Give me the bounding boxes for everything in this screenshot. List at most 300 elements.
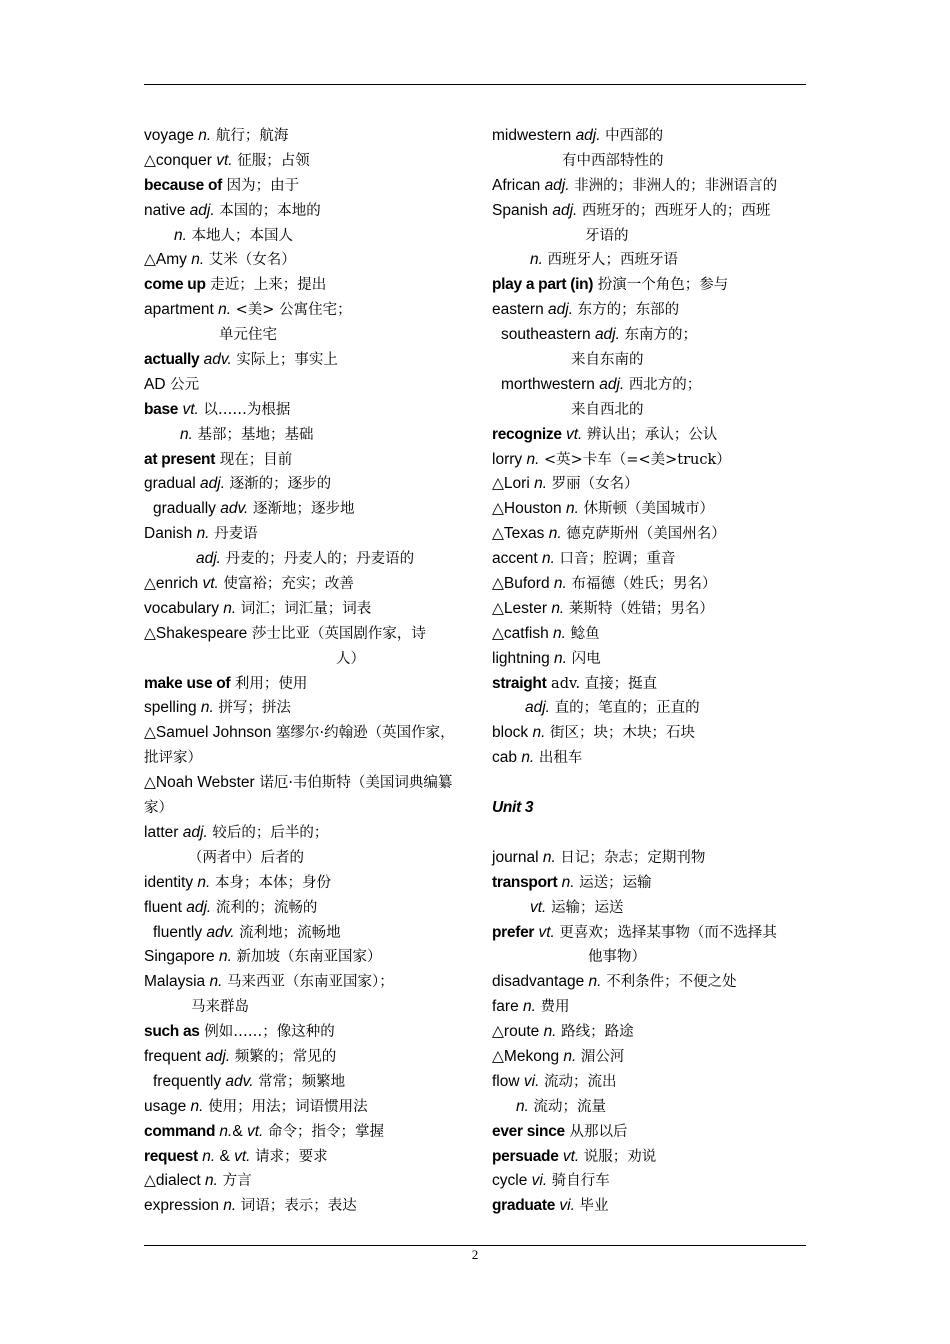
definition: 流利地；流畅地 bbox=[234, 924, 341, 941]
headword: request bbox=[144, 1147, 198, 1165]
blank-line bbox=[492, 771, 810, 796]
vocab-entry bbox=[144, 1145, 464, 1170]
vocab-entry bbox=[144, 224, 464, 249]
vocab-entry bbox=[144, 696, 464, 721]
part-of-speech: n. bbox=[532, 724, 546, 742]
headword: △Texas bbox=[492, 525, 549, 543]
definition: 单元住宅 bbox=[219, 327, 277, 344]
headword: △catfish bbox=[492, 624, 554, 642]
vocab-entry bbox=[144, 398, 464, 423]
definition: 基部；基地；基础 bbox=[192, 426, 314, 443]
vocab-entry bbox=[492, 472, 810, 497]
part-of-speech: adj. bbox=[575, 127, 601, 144]
headword: lightning bbox=[492, 649, 555, 667]
headword: recognize bbox=[492, 425, 562, 443]
definition: 从那以后 bbox=[564, 1123, 628, 1140]
headword: prefer bbox=[492, 923, 535, 941]
vocab-entry bbox=[492, 149, 810, 174]
headword: △conquer bbox=[144, 151, 217, 169]
part-of-speech: n. bbox=[553, 575, 567, 593]
definition: 莱斯特（姓错；男名） bbox=[564, 600, 714, 617]
vocab-entry bbox=[144, 323, 464, 348]
definition: 直的；笔直的；正直的 bbox=[550, 700, 700, 717]
part-of-speech: n. bbox=[548, 525, 562, 543]
vocab-entry bbox=[492, 995, 810, 1020]
vocab-entry bbox=[492, 1095, 810, 1120]
part-of-speech: vt. bbox=[558, 1147, 580, 1165]
vocab-entry bbox=[144, 547, 464, 572]
vocab-entry bbox=[144, 497, 464, 522]
part-of-speech: vt. bbox=[534, 923, 555, 941]
vocab-entry bbox=[492, 199, 810, 224]
definition: 非洲的；非洲人的；非洲语言的 bbox=[569, 177, 778, 194]
definition: 布福德（姓氏；男名） bbox=[566, 576, 717, 593]
headword: identity bbox=[144, 873, 198, 891]
part-of-speech: n. bbox=[190, 1097, 204, 1115]
definition: 街区；块；木块；石块 bbox=[545, 725, 696, 742]
headword: △Buford bbox=[492, 575, 554, 593]
vocab-entry bbox=[492, 298, 810, 323]
part-of-speech: n. bbox=[534, 475, 548, 493]
part-of-speech: n. bbox=[553, 624, 566, 642]
part-of-speech: n. bbox=[563, 1047, 577, 1065]
headword: ever since bbox=[492, 1122, 565, 1140]
headword: morthwestern bbox=[501, 375, 600, 393]
vocab-entry bbox=[492, 696, 810, 721]
part-of-speech: adj. bbox=[544, 176, 570, 194]
headword: Malaysia bbox=[144, 973, 210, 991]
part-of-speech: adv. bbox=[199, 351, 232, 369]
part-of-speech: adj. bbox=[548, 301, 574, 319]
headword: △enrich bbox=[144, 575, 203, 593]
vocab-entry bbox=[492, 1169, 810, 1194]
part-of-speech: vi. bbox=[555, 1197, 575, 1215]
vocab-entry bbox=[492, 846, 810, 871]
vocab-entry bbox=[492, 124, 810, 149]
definition: 较后的；后半的； bbox=[207, 825, 329, 841]
headword: △Shakespeare bbox=[144, 624, 248, 642]
part-of-speech: n. bbox=[523, 998, 536, 1016]
definition: 本国的；本地的 bbox=[214, 202, 321, 219]
vocab-entry bbox=[144, 970, 464, 995]
vocab-entry bbox=[144, 597, 464, 622]
page-number: 2 bbox=[471, 1247, 479, 1262]
headword: frequent bbox=[144, 1048, 206, 1066]
definition: 更喜欢；选择某事物（而不选择其 bbox=[554, 924, 777, 941]
part-of-speech: n. bbox=[521, 749, 535, 767]
headword: play a part (in) bbox=[492, 276, 594, 294]
part-of-speech: vt. bbox=[561, 425, 583, 443]
headword: eastern bbox=[492, 301, 549, 319]
footer-rule bbox=[144, 1245, 806, 1246]
vocab-entry bbox=[144, 149, 464, 174]
vocab-entry bbox=[144, 348, 464, 373]
vocab-entry bbox=[144, 199, 464, 224]
definition: 毕业 bbox=[574, 1198, 609, 1215]
vocab-entry bbox=[144, 945, 464, 970]
vocab-entry bbox=[492, 497, 810, 522]
headword: southeastern bbox=[501, 326, 595, 344]
part-of-speech: adj. bbox=[205, 1048, 231, 1066]
part-of-speech: n. bbox=[554, 649, 567, 667]
definition: 费用 bbox=[535, 999, 570, 1016]
headword: because of bbox=[144, 176, 222, 194]
headword: make use of bbox=[144, 674, 231, 692]
right-column bbox=[492, 124, 810, 1219]
definition: 湄公河 bbox=[576, 1048, 625, 1065]
part-of-speech: n. bbox=[209, 973, 223, 991]
vocab-entry bbox=[144, 124, 464, 149]
definition: 艾米（女名） bbox=[204, 252, 296, 269]
vocab-entry bbox=[492, 224, 810, 249]
part-of-speech: n. bbox=[557, 873, 575, 891]
headword: fare bbox=[492, 998, 524, 1016]
definition: 逐渐的；逐步的 bbox=[225, 476, 332, 493]
part-of-speech: n. bbox=[542, 848, 556, 866]
headword: cab bbox=[492, 749, 522, 767]
definition: 运送；运输 bbox=[574, 874, 652, 891]
definition: 莎士比亚（英国剧作家，诗 bbox=[247, 625, 426, 642]
definition: 骑自行车 bbox=[547, 1173, 610, 1190]
headword: persuade bbox=[492, 1147, 559, 1165]
unit-heading: Unit 3 bbox=[492, 799, 534, 817]
part-of-speech: n. bbox=[551, 599, 565, 617]
vocab-entry bbox=[492, 448, 810, 473]
definition: 运输；运送 bbox=[546, 899, 624, 916]
headword: fluent bbox=[144, 898, 187, 916]
headword: gradual bbox=[144, 475, 201, 493]
headword: expression bbox=[144, 1197, 224, 1215]
definition: 来自西北的 bbox=[571, 401, 644, 418]
vocab-entry bbox=[144, 248, 464, 273]
definition: 鲶鱼 bbox=[565, 625, 600, 642]
vocab-entry bbox=[492, 348, 810, 373]
headword: AD bbox=[144, 375, 166, 393]
definition: 例如……；像这种的 bbox=[199, 1024, 335, 1041]
vocab-entry bbox=[492, 871, 810, 896]
part-of-speech: vt. bbox=[247, 1122, 264, 1140]
definition: 常常；频繁地 bbox=[253, 1073, 346, 1090]
part-of-speech: vi. bbox=[523, 1072, 540, 1090]
part-of-speech: n. bbox=[197, 1147, 216, 1165]
part-of-speech: vi. bbox=[531, 1172, 548, 1190]
definition: 西班牙人；西班牙语 bbox=[542, 252, 679, 269]
definition: 本身；本体；身份 bbox=[210, 874, 331, 891]
vocab-entry bbox=[144, 1120, 464, 1145]
definition: <美> 公寓住宅； bbox=[231, 302, 352, 319]
headword: △Amy bbox=[144, 251, 192, 269]
definition: 日记；杂志；定期刊物 bbox=[555, 849, 706, 866]
definition: 使富裕；充实；改善 bbox=[218, 576, 354, 593]
vocab-entry bbox=[144, 896, 464, 921]
part-of-speech: adj. bbox=[182, 824, 208, 841]
definition: 命令；指令；掌握 bbox=[263, 1123, 384, 1140]
definition: 来自东南的 bbox=[571, 352, 644, 369]
part-of-speech: n. bbox=[174, 226, 187, 244]
definition: 不利条件；不便之处 bbox=[601, 974, 737, 991]
vocab-entry bbox=[492, 522, 810, 547]
vocab-entry bbox=[492, 323, 810, 348]
definition: 流动；流量 bbox=[528, 1098, 607, 1115]
definition: 马来群岛 bbox=[191, 999, 249, 1016]
conjunction: & bbox=[215, 1147, 235, 1165]
vocab-entry bbox=[144, 472, 464, 497]
definition: 马来西亚（东南亚国家）； bbox=[222, 974, 394, 991]
vocab-entry bbox=[492, 423, 810, 448]
part-of-speech: n. bbox=[196, 525, 210, 543]
headword: native bbox=[144, 201, 190, 219]
vocab-entry bbox=[144, 771, 464, 821]
definition: 词语；表示；表达 bbox=[236, 1198, 357, 1215]
headword: Danish bbox=[144, 525, 197, 543]
part-of-speech: adj. bbox=[186, 898, 212, 916]
part-of-speech: n. bbox=[180, 425, 193, 443]
part-of-speech: n. bbox=[218, 948, 232, 966]
vocab-entry bbox=[144, 821, 464, 846]
headword: △Houston bbox=[492, 500, 566, 518]
part-of-speech: n. bbox=[205, 1172, 218, 1190]
headword: block bbox=[492, 724, 533, 742]
vocab-entry bbox=[492, 921, 810, 946]
definition: （两者中）后者的 bbox=[188, 849, 304, 866]
definition: 请求；要求 bbox=[250, 1148, 328, 1165]
part-of-speech: n. bbox=[200, 699, 214, 717]
headword: frequently bbox=[153, 1072, 226, 1090]
definition: 出租车 bbox=[534, 750, 583, 767]
part-of-speech: n. bbox=[526, 450, 540, 468]
vocab-entry bbox=[144, 846, 464, 871]
headword: voyage bbox=[144, 127, 199, 144]
headword: such as bbox=[144, 1023, 200, 1041]
definition: 词汇；词汇量；词表 bbox=[236, 600, 372, 617]
part-of-speech: vt. bbox=[530, 898, 547, 916]
part-of-speech: adj. bbox=[525, 699, 550, 717]
definition: 现在；目前 bbox=[215, 451, 293, 468]
vocab-entry bbox=[144, 995, 464, 1020]
headword: accent bbox=[492, 550, 542, 568]
part-of-speech: n. bbox=[223, 599, 237, 617]
part-of-speech: adj. bbox=[200, 475, 226, 493]
definition: 东方的；东部的 bbox=[573, 302, 680, 319]
vocab-entry bbox=[492, 622, 810, 647]
part-of-speech: n. bbox=[215, 1122, 233, 1140]
headword: Singapore bbox=[144, 948, 219, 966]
part-of-speech: n. bbox=[565, 500, 579, 518]
headword: command bbox=[144, 1122, 216, 1140]
vocab-entry bbox=[492, 1120, 810, 1145]
definition: 中西部的 bbox=[600, 128, 664, 144]
part-of-speech: n. bbox=[223, 1197, 237, 1215]
headword: latter bbox=[144, 824, 183, 841]
part-of-speech: adj. bbox=[552, 201, 578, 219]
vocab-entry bbox=[144, 921, 464, 946]
definition: 走近；上来；提出 bbox=[205, 277, 327, 294]
vocab-entry bbox=[144, 522, 464, 547]
headword: graduate bbox=[492, 1197, 556, 1215]
definition: 口音；腔调；重音 bbox=[554, 551, 676, 568]
vocab-entry bbox=[144, 273, 464, 298]
headword: △Noah Webster bbox=[144, 774, 255, 792]
part-of-speech: adv. bbox=[220, 500, 249, 518]
vocab-entry bbox=[492, 1020, 810, 1045]
definition: adv. 直接；挺直 bbox=[546, 675, 658, 692]
definition: 他事物） bbox=[588, 949, 646, 966]
headword: usage bbox=[144, 1097, 191, 1115]
definition: 闪电 bbox=[566, 650, 601, 667]
vocab-entry bbox=[492, 970, 810, 995]
definition: 频繁的；常见的 bbox=[230, 1049, 337, 1066]
definition: 利用；使用 bbox=[230, 675, 308, 692]
headword: △Samuel Johnson bbox=[144, 724, 272, 742]
headword: △dialect bbox=[144, 1172, 206, 1190]
definition: 丹麦的；丹麦人的；丹麦语的 bbox=[221, 551, 415, 568]
definition: 西班牙的；西班牙人的；西班 bbox=[577, 202, 771, 219]
part-of-speech: adv. bbox=[225, 1072, 254, 1090]
definition: 征服；占领 bbox=[232, 152, 310, 169]
part-of-speech: n. bbox=[191, 251, 205, 269]
part-of-speech: n. bbox=[530, 251, 543, 269]
vocab-entry bbox=[492, 398, 810, 423]
definition: 本地人；本国人 bbox=[186, 227, 294, 244]
vocab-entry bbox=[492, 547, 810, 572]
vocab-entry bbox=[492, 373, 810, 398]
part-of-speech: vt. bbox=[178, 400, 199, 418]
headword: lorry bbox=[492, 450, 527, 468]
vocab-entry bbox=[144, 1095, 464, 1120]
vocab-entry bbox=[492, 273, 810, 298]
headword: fluently bbox=[153, 923, 207, 941]
headword: apartment bbox=[144, 301, 219, 319]
headword: cycle bbox=[492, 1172, 532, 1190]
definition: 公元 bbox=[165, 376, 200, 393]
vocab-entry bbox=[144, 174, 464, 199]
vocab-entry bbox=[144, 1045, 464, 1070]
vocab-entry bbox=[144, 572, 464, 597]
part-of-speech: n. bbox=[198, 127, 212, 144]
part-of-speech: n. bbox=[541, 550, 555, 568]
headword: journal bbox=[492, 848, 543, 866]
headword: vocabulary bbox=[144, 599, 224, 617]
definition: 新加坡（东南亚国家） bbox=[231, 949, 382, 966]
vocab-entry bbox=[144, 871, 464, 896]
vocab-entry bbox=[492, 896, 810, 921]
part-of-speech: adj. bbox=[599, 375, 625, 393]
headword: gradually bbox=[153, 500, 221, 518]
headword: △Lori bbox=[492, 475, 535, 493]
part-of-speech: n. bbox=[516, 1097, 529, 1115]
vocab-entry bbox=[144, 1070, 464, 1095]
vocab-entry bbox=[492, 248, 810, 273]
definition: 流动；流出 bbox=[539, 1073, 617, 1090]
part-of-speech: n. bbox=[543, 1023, 557, 1041]
vocab-entry bbox=[144, 1020, 464, 1045]
vocab-entry bbox=[144, 423, 464, 448]
vocab-entry bbox=[492, 1194, 810, 1219]
vocab-entry bbox=[144, 1194, 464, 1219]
headword: transport bbox=[492, 873, 558, 891]
definition: <英>卡车（=<美>truck） bbox=[539, 451, 731, 468]
header-rule bbox=[144, 84, 806, 85]
definition: 诺厄·韦伯斯特（美国词典编纂家） bbox=[144, 775, 453, 817]
definition: 人） bbox=[336, 650, 365, 667]
definition: 辨认出；承认；公认 bbox=[582, 426, 718, 443]
headword: midwestern bbox=[492, 127, 576, 144]
definition: 德克萨斯州（美国州名） bbox=[561, 526, 726, 543]
part-of-speech: adv. bbox=[206, 923, 235, 941]
vocab-entry bbox=[492, 1145, 810, 1170]
part-of-speech: adj. bbox=[196, 550, 221, 568]
vocab-entry bbox=[492, 174, 810, 199]
headword: actually bbox=[144, 351, 200, 369]
definition: 有中西部特性的 bbox=[562, 152, 664, 169]
definition: 西北方的； bbox=[624, 376, 702, 393]
definition: 航行；航海 bbox=[211, 128, 289, 144]
part-of-speech: n. bbox=[218, 301, 232, 319]
definition: 流利的；流畅的 bbox=[211, 899, 318, 916]
definition: 休斯顿（美国城市） bbox=[578, 501, 715, 518]
part-of-speech: adj. bbox=[594, 326, 620, 344]
definition: 方言 bbox=[217, 1173, 252, 1190]
part-of-speech: n. bbox=[197, 873, 211, 891]
headword: spelling bbox=[144, 699, 201, 717]
definition: 说服；劝说 bbox=[579, 1148, 657, 1165]
definition: 使用；用法；词语惯用法 bbox=[203, 1098, 368, 1115]
definition: 实际上；事实上 bbox=[231, 352, 338, 369]
part-of-speech: adj. bbox=[189, 201, 215, 219]
definition: 路线；路途 bbox=[556, 1024, 634, 1041]
definition: 东南方的； bbox=[619, 327, 698, 344]
vocab-entry bbox=[144, 448, 464, 473]
headword: straight bbox=[492, 674, 547, 692]
vocab-entry bbox=[144, 298, 464, 323]
vocab-entry bbox=[492, 945, 810, 970]
headword: base bbox=[144, 400, 179, 418]
definition: 牙语的 bbox=[585, 227, 629, 244]
vocab-entry bbox=[492, 672, 810, 697]
definition: 因为；由于 bbox=[221, 177, 300, 194]
headword: African bbox=[492, 176, 545, 194]
part-of-speech: vt. bbox=[234, 1147, 251, 1165]
vocab-entry bbox=[144, 373, 464, 398]
vocab-entry bbox=[492, 597, 810, 622]
part-of-speech: vt. bbox=[202, 575, 219, 593]
definition: 拼写；拼法 bbox=[213, 700, 291, 717]
headword: disadvantage bbox=[492, 973, 589, 991]
definition: 罗丽（女名） bbox=[547, 476, 639, 493]
vocab-entry bbox=[144, 1169, 464, 1194]
vocab-entry bbox=[144, 672, 464, 697]
blank-line bbox=[492, 821, 810, 846]
definition: 丹麦语 bbox=[209, 526, 258, 543]
headword: at present bbox=[144, 450, 216, 468]
headword: △Lester bbox=[492, 599, 552, 617]
part-of-speech: n. bbox=[588, 973, 602, 991]
vocab-entry bbox=[492, 721, 810, 746]
part-of-speech: vt. bbox=[216, 151, 233, 169]
headword: flow bbox=[492, 1072, 524, 1090]
vocab-entry bbox=[144, 647, 464, 672]
vocab-entry bbox=[492, 1070, 810, 1095]
definition: 塞缪尔·约翰逊（英国作家，批评家） bbox=[144, 725, 455, 767]
definition: 以……为根据 bbox=[198, 401, 291, 418]
conjunction: & bbox=[232, 1122, 247, 1140]
definition: 逐渐地；逐步地 bbox=[248, 501, 355, 518]
headword: come up bbox=[144, 276, 206, 294]
vocab-entry bbox=[144, 622, 464, 647]
vocab-entry bbox=[492, 647, 810, 672]
vocab-entry bbox=[492, 746, 810, 771]
headword: Spanish bbox=[492, 201, 553, 219]
